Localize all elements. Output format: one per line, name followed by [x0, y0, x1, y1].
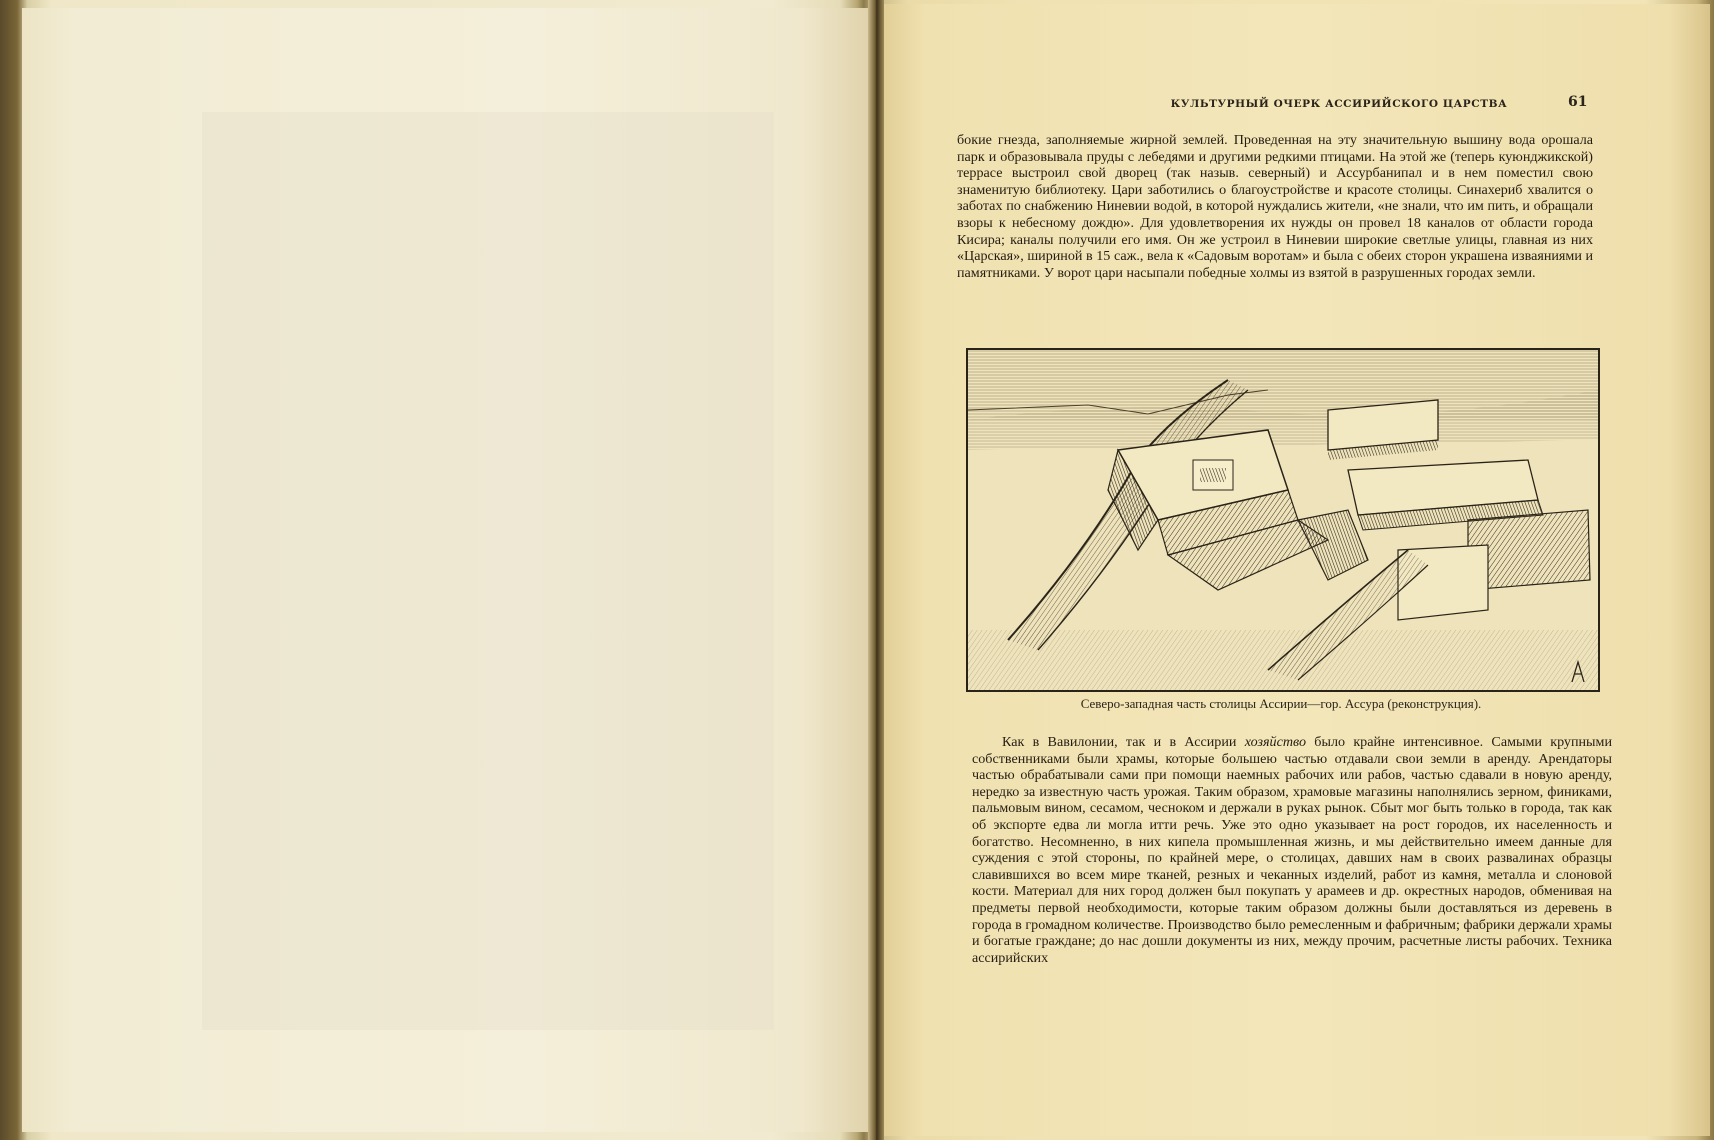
running-head: КУЛЬТУРНЫЙ ОЧЕРК АССИРИЙСКОГО ЦАРСТВА — [1170, 98, 1508, 110]
city-reconstruction-drawing — [968, 350, 1598, 690]
bottom-paragraph-text — [972, 734, 1612, 966]
left-page-bleed-through — [202, 112, 774, 1030]
book-gutter — [868, 0, 884, 1140]
emphasized-word: хозяйство — [1244, 734, 1307, 750]
top-paragraph-text: бокие гнезда, заполняемые жирной землей. Проведенная на эту значительную вышину вода орошала парк и образовывала пруды с лебедями и другими редкими птицами. На этой же (теперь куюнджикской) террасе выстроил свой дворец (так назыв. северный) и Ассурбанипал и в нем поместил свою знаменитую библиотеку. Цари заботились о благоустройстве и красоте столицы. Синахериб хвалится о заботах по снабжению Ниневии водой, в которой нуждались жители, «не знали, что им пить, и обращали взоры к небесному дождю». Для удовлетворения их нужды он провел 18 каналов от области города Кисира; каналы получили его имя. Он же устроил в Ниневии широкие светлые улицы, главная из них «Царская», шириной в 15 саж., вела к «Садовым воротам» и была с обеих сторон украшена изваяниями и памятниками. У ворот цари насыпали победные холмы из взятой в разрушенных городах земли. — [957, 132, 1593, 281]
top-paragraph — [957, 132, 1593, 281]
engraving-illustration — [966, 348, 1600, 692]
figure-caption: Северо-западная часть столицы Ассирии—гор. Ассура (реконструкция). — [1080, 696, 1482, 711]
bottom-paragraph — [972, 734, 1612, 966]
left-page-blank — [22, 8, 868, 1132]
bottom-text-start: Как в Вавилонии, так и в Ассирии — [1002, 734, 1245, 750]
page-number: 61 — [1568, 94, 1588, 110]
right-page — [884, 4, 1710, 1136]
bottom-text-rest: было крайне интенсивное. Самыми крупными собственниками были храмы, которые большею частью отдавали свои земли в аренду. Арендаторы частью обрабатывали сами при помощи наемных рабочих или рабов, частью сдавали в новую аренду, нередко за известную часть урожая. Таким образом, храмовые магазины наполнялись зерном, финиками, пальмовым вином, сесамом, чесноком и держали в руках рынок. Сбыт мог быть только в города, так как об экспорте едва ли могла итти речь. Уже это одно указывает на рост городов, их населенность и богатство. Несомненно, в них кипела промышленная жизнь, и мы действительно имеем данные для суждения с этой стороны, по крайней мере, о столицах, давших нам в своих развалинах образцы славившихся во всем мире тканей, резных и чеканных изделий, работ из камня, металла и слоновой кости. Материал для них город должен был покупать у арамеев и др. окрестных народов, обменивая на предметы первой необходимости, которые таким образом должны были доставляться из деревень в города в громадном количестве. Производство было ремесленным и фабричным; фабрики держали храмы и богатые граждане; до нас дошли документы из них, между прочим, расчетные листы рабочих. Техника ассирийских — [972, 734, 1612, 966]
